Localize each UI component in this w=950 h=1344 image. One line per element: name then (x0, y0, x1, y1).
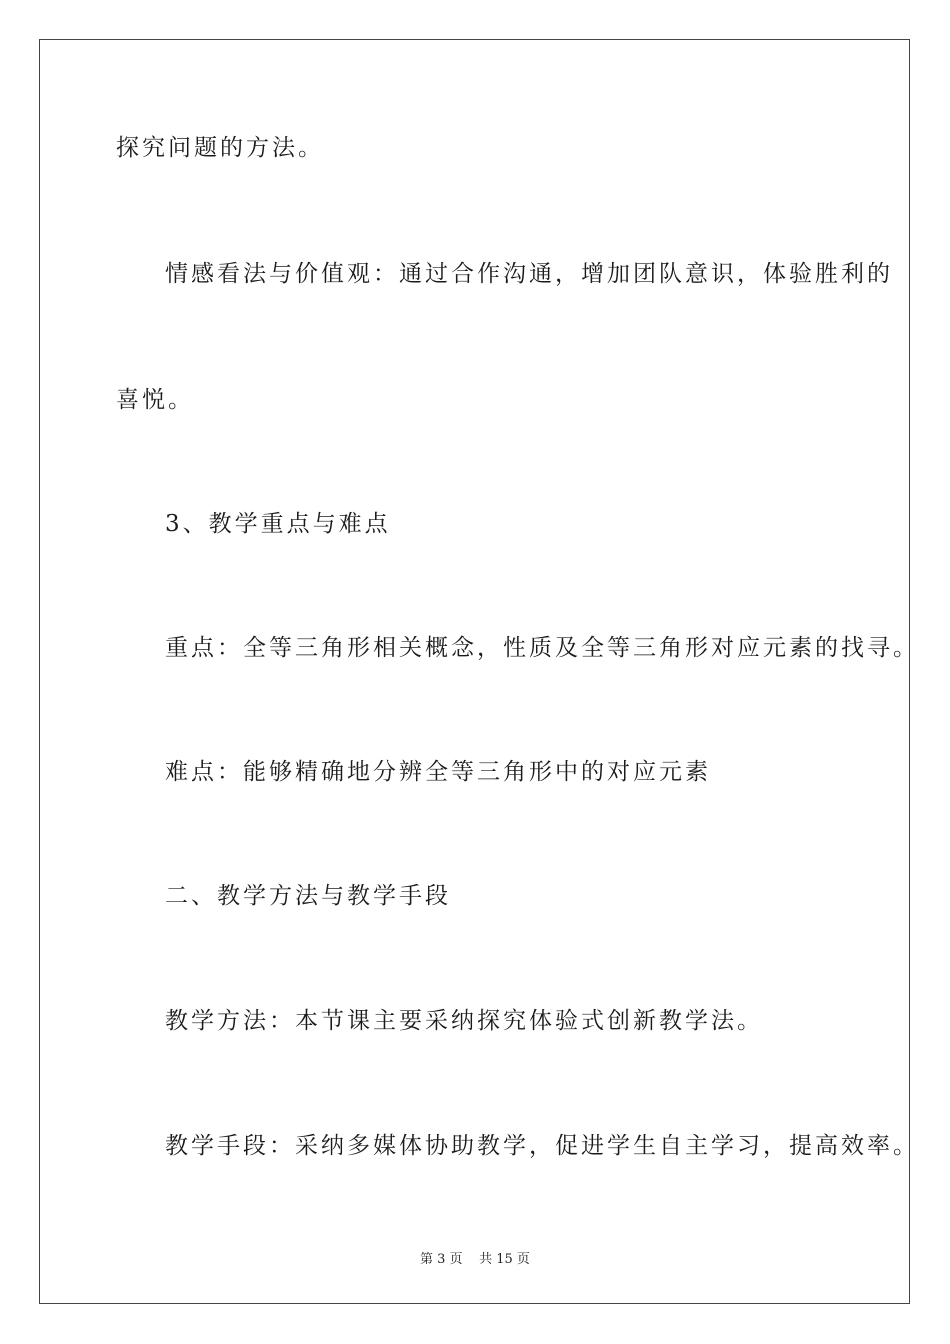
section-heading: 二、教学方法与教学手段 (165, 883, 451, 909)
paragraph-line: 重点：全等三角形相关概念，性质及全等三角形对应元素的找寻。 (165, 635, 919, 661)
page-footer (0, 1248, 950, 1267)
paragraph-line: 探究问题的方法。 (116, 135, 324, 161)
page-number: 第 3 页 (420, 1252, 463, 1267)
page-border (39, 39, 910, 1304)
paragraph-line: 喜悦。 (116, 387, 194, 413)
paragraph-line: 教学手段：采纳多媒体协助教学，促进学生自主学习，提高效率。 (165, 1133, 919, 1159)
page-total: 共 15 页 (479, 1252, 530, 1267)
paragraph-line: 难点：能够精确地分辨全等三角形中的对应元素 (165, 759, 711, 785)
section-heading: 3、教学重点与难点 (165, 511, 391, 537)
paragraph-line: 情感看法与价值观：通过合作沟通，增加团队意识，体验胜利的 (165, 261, 893, 287)
paragraph-line: 教学方法：本节课主要采纳探究体验式创新教学法。 (165, 1008, 763, 1034)
